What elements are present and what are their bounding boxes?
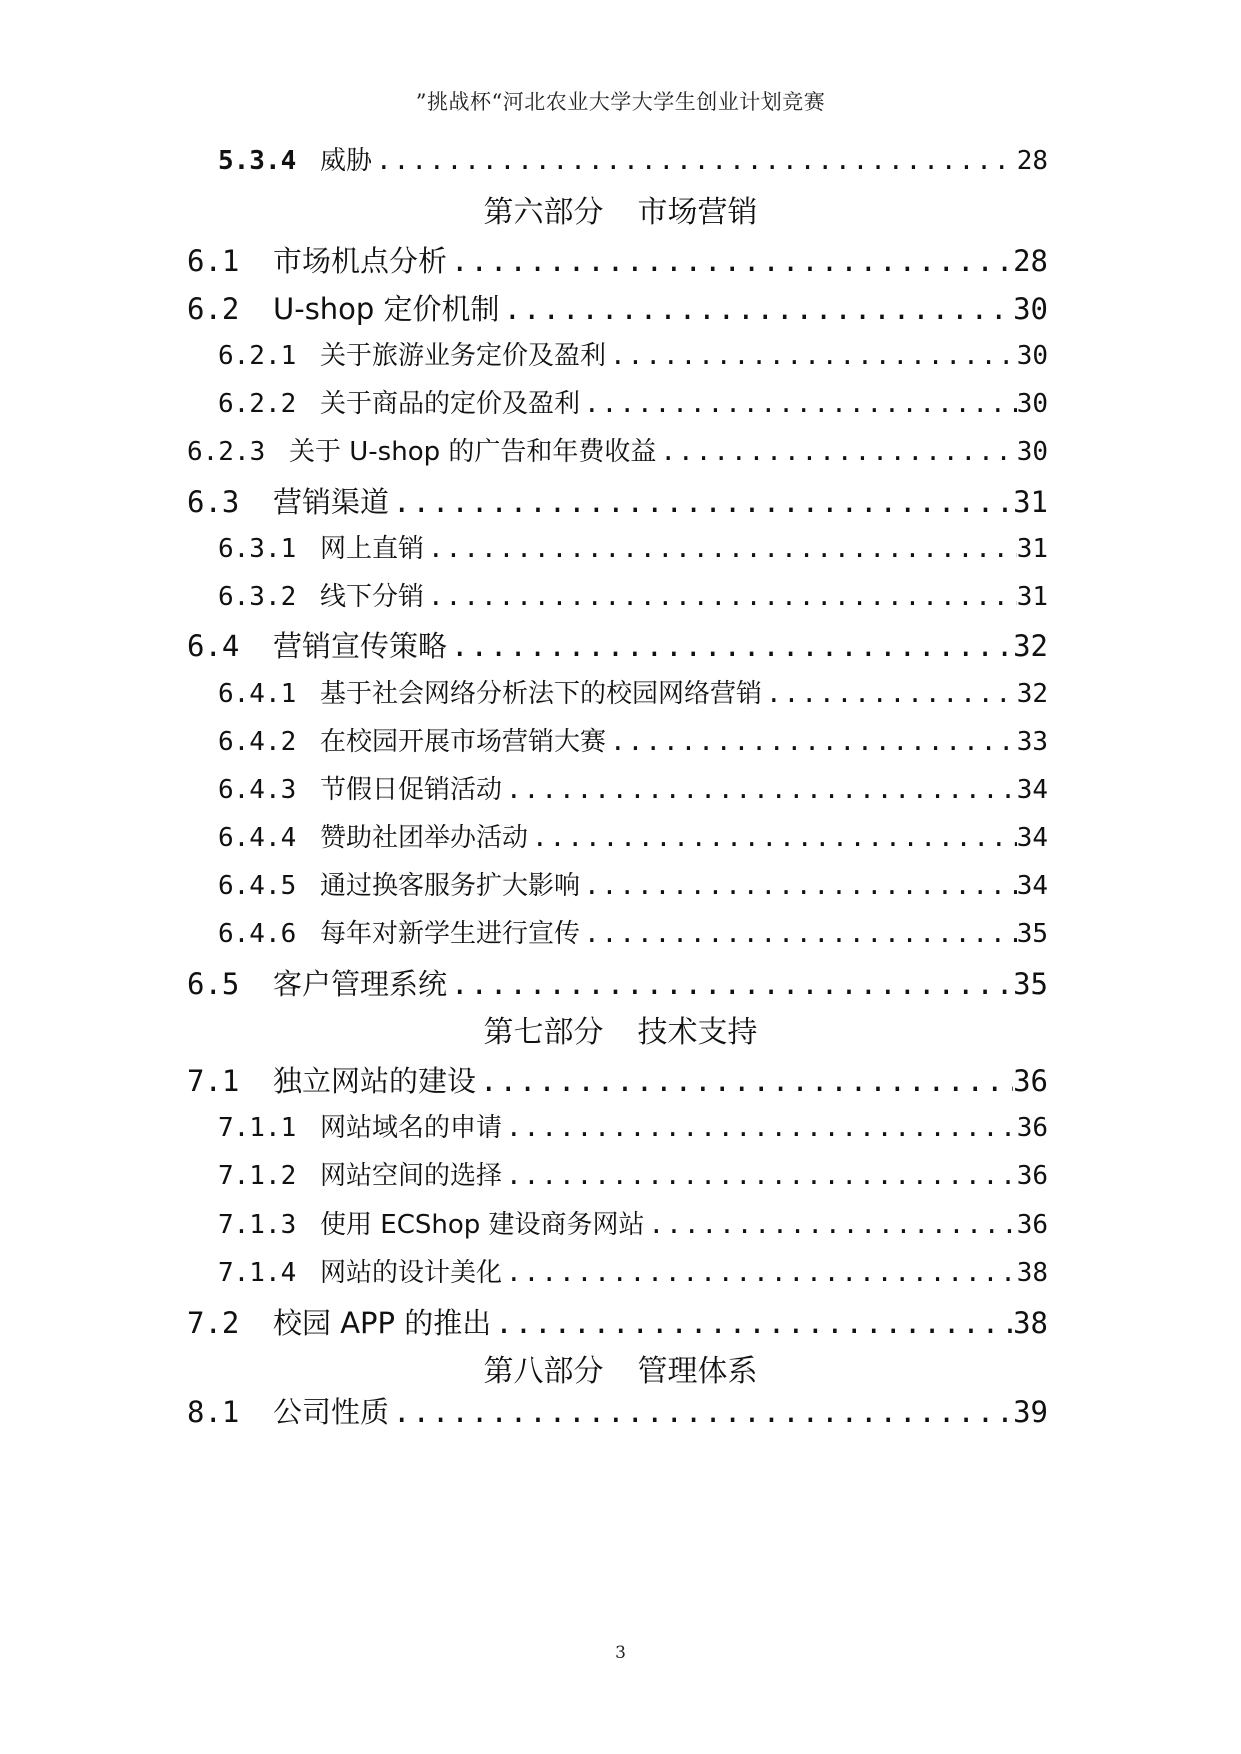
toc-entry[interactable] [218, 921, 1048, 947]
toc-dot-leader [606, 729, 1017, 755]
toc-entry-page: 31 [1013, 485, 1048, 519]
toc-dot-leader [606, 343, 1017, 369]
toc-entry-page: 35 [1013, 967, 1048, 1001]
toc-entry-number: 6.4.5 [218, 871, 297, 901]
toc-entry-title: 使用 ECShop 建设商务网站 [320, 1210, 645, 1240]
part-label: 第六部分 [483, 195, 604, 230]
toc-entry-number: 6.4.2 [218, 727, 297, 757]
toc-entry-title: 独立网站的建设 [273, 1064, 477, 1098]
toc-dot-leader [502, 1260, 1017, 1286]
toc-entry-title: 营销渠道 [273, 485, 390, 519]
toc-entry-title: 通过换客服务扩大影响 [320, 871, 581, 901]
page-header: ”挑战杯“河北农业大学大学生创业计划竞赛 [415, 90, 826, 114]
toc-dot-leader [528, 825, 1017, 851]
toc-entry-page: 34 [1016, 775, 1048, 805]
toc-entry[interactable] [187, 485, 1048, 519]
toc-entry[interactable] [218, 343, 1048, 369]
part-title: 市场营销 [637, 195, 758, 230]
toc-entry-title: 节假日促销活动 [320, 775, 503, 805]
toc-entry[interactable] [187, 439, 1048, 465]
toc-entry[interactable] [187, 292, 1048, 326]
part-title: 管理体系 [637, 1354, 758, 1389]
toc-dot-leader [389, 488, 1013, 517]
toc-entry-title: 客户管理系统 [273, 967, 448, 1001]
toc-entry-number: 7.1.2 [218, 1161, 297, 1191]
toc-entry-number: 6.2 [187, 292, 240, 326]
toc-entry[interactable] [218, 1163, 1048, 1189]
toc-entry[interactable] [218, 681, 1048, 707]
toc-entry-number: 8.1 [187, 1395, 240, 1429]
toc-entry[interactable] [187, 244, 1048, 278]
toc-entry-page: 30 [1016, 341, 1048, 371]
toc-entry-title: 基于社会网络分析法下的校园网络营销 [320, 679, 763, 709]
toc-entry-number: 7.1.3 [218, 1210, 297, 1240]
toc-entry-number: 6.2.3 [187, 437, 266, 467]
toc-dot-leader [447, 970, 1013, 999]
toc-entry-title: 校园 APP 的推出 [273, 1306, 492, 1340]
toc-entry-number: 6.1 [187, 244, 240, 278]
toc-dot-leader [502, 777, 1017, 803]
toc-entry-page: 33 [1016, 727, 1048, 757]
toc-entry-number: 5.3.4 [218, 146, 297, 176]
toc-entry-title: U-shop 定价机制 [273, 292, 500, 326]
toc-dot-leader [447, 632, 1013, 661]
toc-entry-title: 在校园开展市场营销大赛 [320, 727, 607, 757]
toc-entry-page: 36 [1016, 1113, 1048, 1143]
toc-dot-leader [656, 439, 1016, 465]
toc-entry[interactable] [187, 967, 1048, 1001]
toc-entry-title: 关于商品的定价及盈利 [320, 389, 581, 419]
toc-entry-number: 7.1 [187, 1064, 240, 1098]
toc-entry-title: 关于 U-shop 的广告和年费收益 [289, 437, 657, 467]
toc-entry-title: 网站域名的申请 [320, 1113, 503, 1143]
toc-dot-leader [502, 1163, 1017, 1189]
toc-entry[interactable] [218, 777, 1048, 803]
toc-entry-page: 28 [1013, 244, 1048, 278]
toc-entry-page: 38 [1016, 1258, 1048, 1288]
toc-dot-leader [502, 1115, 1017, 1141]
part-title: 技术支持 [637, 1015, 758, 1050]
part-heading [0, 1354, 1241, 1389]
toc-entry-page: 28 [1016, 146, 1048, 176]
toc-entry[interactable] [187, 629, 1048, 663]
toc-entry[interactable] [218, 1115, 1048, 1141]
part-heading [0, 195, 1241, 230]
toc-entry-title: 关于旅游业务定价及盈利 [320, 341, 607, 371]
toc-entry[interactable] [218, 148, 1048, 174]
toc-entry-page: 35 [1016, 919, 1048, 949]
toc-entry-title: 每年对新学生进行宣传 [320, 919, 581, 949]
toc-dot-leader [762, 681, 1017, 707]
toc-entry[interactable] [218, 873, 1048, 899]
toc-entry-title: 网站空间的选择 [320, 1161, 503, 1191]
toc-entry-page: 39 [1013, 1395, 1048, 1429]
toc-dot-leader [476, 1067, 1013, 1096]
toc-entry-page: 36 [1013, 1064, 1048, 1098]
toc-entry-page: 32 [1016, 679, 1048, 709]
toc-entry-number: 6.4 [187, 629, 240, 663]
toc-dot-leader [372, 148, 1017, 174]
toc-dot-leader [424, 536, 1017, 562]
toc-entry-number: 6.4.3 [218, 775, 297, 805]
toc-entry-title: 公司性质 [273, 1395, 390, 1429]
toc-entry[interactable] [187, 1306, 1048, 1340]
toc-entry-number: 6.2.1 [218, 341, 297, 371]
part-label: 第八部分 [483, 1354, 604, 1389]
toc-entry[interactable] [218, 825, 1048, 851]
toc-entry-number: 6.3.2 [218, 582, 297, 612]
toc-entry[interactable] [218, 391, 1048, 417]
toc-dot-leader [580, 873, 1017, 899]
toc-entry-page: 34 [1016, 823, 1048, 853]
toc-entry[interactable] [187, 1064, 1048, 1098]
toc-entry-page: 30 [1016, 437, 1048, 467]
toc-entry-number: 7.2 [187, 1306, 240, 1340]
toc-entry-title: 威胁 [320, 146, 373, 176]
toc-entry-page: 34 [1016, 871, 1048, 901]
part-label: 第七部分 [483, 1015, 604, 1050]
toc-dot-leader [424, 584, 1017, 610]
toc-entry-page: 30 [1016, 389, 1048, 419]
toc-entry[interactable] [218, 584, 1048, 610]
toc-entry-number: 6.4.6 [218, 919, 297, 949]
toc-entry-page: 38 [1013, 1306, 1048, 1340]
toc-entry-page: 36 [1016, 1161, 1048, 1191]
toc-entry-number: 6.3.1 [218, 534, 297, 564]
part-heading [0, 1015, 1241, 1050]
toc-dot-leader [580, 921, 1017, 947]
toc-entry-title: 网上直销 [320, 534, 425, 564]
toc-entry-number: 6.4.1 [218, 679, 297, 709]
toc-entry[interactable] [218, 729, 1048, 755]
toc-dot-leader [645, 1212, 1017, 1238]
toc-entry-page: 31 [1016, 582, 1048, 612]
toc-entry-title: 营销宣传策略 [273, 629, 448, 663]
toc-entry-title: 网站的设计美化 [320, 1258, 503, 1288]
toc-entry-number: 6.5 [187, 967, 240, 1001]
toc-entry-number: 7.1.1 [218, 1113, 297, 1143]
toc-entry[interactable] [218, 536, 1048, 562]
toc-entry-title: 市场机点分析 [273, 244, 448, 278]
toc-entry-number: 6.3 [187, 485, 240, 519]
toc-dot-leader [580, 391, 1017, 417]
toc-dot-leader [500, 295, 1014, 324]
toc-entry-page: 30 [1013, 292, 1048, 326]
toc-entry-page: 36 [1016, 1210, 1048, 1240]
toc-entry-page: 32 [1013, 629, 1048, 663]
toc-entry-number: 7.1.4 [218, 1258, 297, 1288]
page-number: 3 [615, 1643, 626, 1663]
toc-dot-leader [491, 1309, 1013, 1338]
toc-dot-leader [389, 1398, 1013, 1427]
toc-entry-title: 赞助社团举办活动 [320, 823, 529, 853]
toc-entry[interactable] [218, 1260, 1048, 1286]
toc-entry-title: 线下分销 [320, 582, 425, 612]
toc-dot-leader [447, 247, 1013, 276]
toc-entry[interactable] [218, 1212, 1048, 1238]
toc-entry-number: 6.2.2 [218, 389, 297, 419]
toc-entry-number: 6.4.4 [218, 823, 297, 853]
toc-entry[interactable] [187, 1395, 1048, 1429]
toc-entry-page: 31 [1016, 534, 1048, 564]
